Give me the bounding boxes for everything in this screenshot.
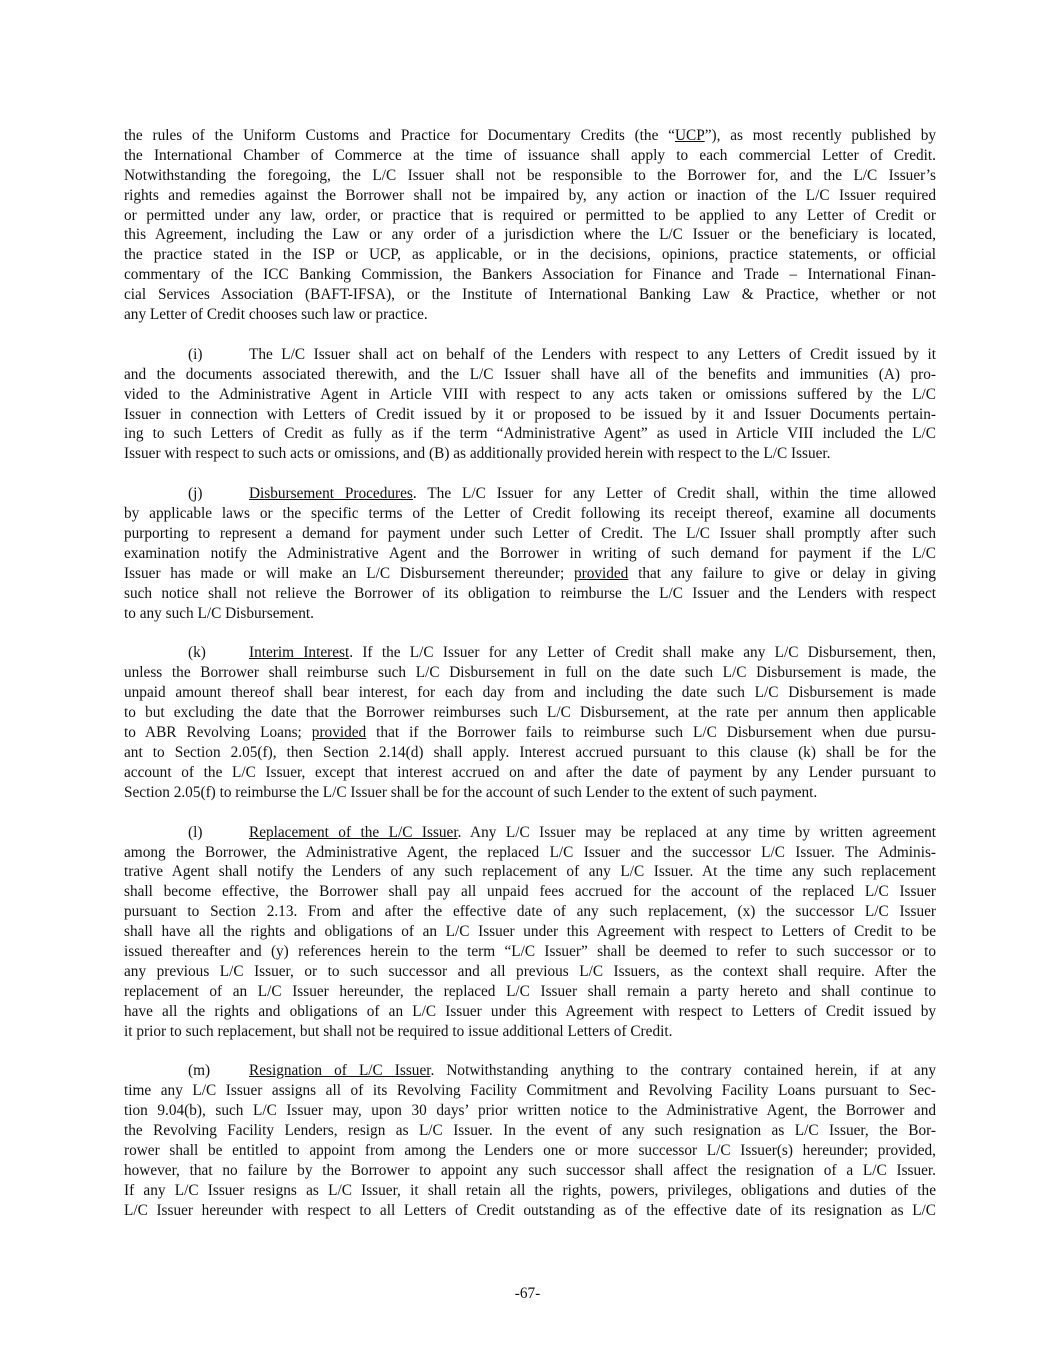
text-line: to but excluding the date that the Borrower reimburses such L/C Disbursement, at the rate per annum then applicable [124,704,936,722]
text-line: Section 2.05(f) to reimburse the L/C Issuer shall be for the account of such Lender to the extent of such payment. [124,783,818,801]
text-line: such notice shall not relieve the Borrower of its obligation to reimburse the L/C Issuer and the Lenders with respect [124,584,936,602]
text-line: rower shall be entitled to appoint from among the Lenders one or more successor L/C Issuer(s) hereunder; provided, [124,1141,936,1159]
text-line: replacement of an L/C Issuer hereunder, the replaced L/C Issuer shall remain a party hereto and shall continue to [124,982,936,1000]
text-line: any previous L/C Issuer, or to such successor and all previous L/C Issuers, as the context shall require. After the [124,962,936,980]
section-heading: Resignation of L/C Issuer [249,1062,431,1080]
text-line: If any L/C Issuer resigns as L/C Issuer, it shall retain all the rights, powers, privileges, obligations and duties of the [124,1181,936,1199]
provided-term: provided [573,564,629,582]
paragraph-l [124,823,936,1042]
text-line: however, that no failure by the Borrower to appoint any such successor shall affect the resignation of a L/C Issuer. [124,1161,936,1179]
text-line: among the Borrower, the Administrative Agent, the replaced L/C Issuer and the successor L/C Issuer. The Adminis- [124,843,936,861]
clause-label: (i) [188,345,203,363]
text-line: issued thereafter and (y) references herein to the term “L/C Issuer” shall be deemed to refer to such successor or to [124,942,936,960]
clause-label: (k) [188,644,206,662]
clause-label: (j) [188,485,203,503]
text-line: vided to the Administrative Agent in Article VIII with respect to any acts taken or omissions suffered by the L/C [124,385,936,403]
text-line: or permitted under any law, order, or practice that is required or permitted to be applied to any Letter of Credit or [124,206,936,224]
section-heading: Disbursement Procedures [249,485,413,503]
text-line: any Letter of Credit chooses such law or practice. [124,306,428,324]
text-line: by applicable laws or the specific terms of the Letter of Credit following its receipt thereof, examine all documents [124,505,936,523]
text-line: (i) The L/C Issuer shall act on behalf of the Lenders with respect to any Letters of Credit issued by it [188,345,936,363]
text-line: tion 9.04(b), such L/C Issuer may, upon 30 days’ prior written notice to the Administrative Agent, the Borrower and [124,1102,936,1120]
text-line: to ABR Revolving Loans; provided that if the Borrower fails to reimburse such L/C Disbursement when due pursu- [124,724,936,742]
text-line: time any L/C Issuer assigns all of its Revolving Facility Commitment and Revolving Facility Loans pursuant to Sec- [124,1082,936,1100]
provided-term: provided [311,724,367,742]
text-line: unpaid amount thereof shall bear interest, for each day from and including the date such L/C Disbursement is made [124,684,936,702]
text-line: and the documents associated therewith, and the L/C Issuer shall have all of the benefits and immunities (A) pro- [124,365,936,383]
text-line: the rules of the Uniform Customs and Practice for Documentary Credits (the “UCP”), as most recently published by [124,127,936,144]
text-line: ant to Section 2.05(f), then Section 2.14(d) shall apply. Interest accrued pursuant to this clause (k) shall be for the [124,743,936,761]
text-line: pursuant to Section 2.13. From and after the effective date of any such replacement, (x) the successor L/C Issuer [124,903,936,921]
text-line: (l) Replacement of the L/C Issuer. Any L/C Issuer may be replaced at any time by written agreement [188,823,936,841]
page-number: -67- [514,1285,541,1302]
text-line: Issuer has made or will make an L/C Disbursement thereunder; provided that any failure to give or delay in giving [124,564,937,582]
text-line: the International Chamber of Commerce at the time of issuance shall apply to each commercial Letter of Credit. [124,146,936,164]
paragraph-ucp [124,126,936,325]
text-line: Issuer with respect to such acts or omissions, and (B) as additionally provided herein with respect to the L/C Issuer. [124,445,831,463]
text-line: Issuer in connection with Letters of Credit issued by it or proposed to be issued by it and Issuer Documents pertain- [124,405,936,423]
document-page [124,126,936,1221]
clause-label: (m) [188,1062,211,1080]
section-heading: Interim Interest [249,644,350,662]
text-line: this Agreement, including the Law or any order of a jurisdiction where the L/C Issuer or the beneficiary is located, [124,226,936,244]
text-line: cial Services Association (BAFT-IFSA), or the Institute of International Banking Law & Practice, whether or not [124,286,936,304]
text-line: shall have all the rights and obligations of an L/C Issuer under this Agreement with respect to Letters of Credit to be [124,923,936,941]
paragraph-m [124,1061,936,1220]
clause-label: (l) [188,823,203,841]
text-line: have all the rights and obligations of an L/C Issuer under this Agreement with respect to Letters of Credit issued by [124,1002,936,1020]
text-line: the practice stated in the ISP or UCP, as applicable, or in the decisions, opinions, practice statements, or official [124,246,936,264]
text-line: (k) Interim Interest. If the L/C Issuer for any Letter of Credit shall make any L/C Disbursement, then, [188,644,936,662]
paragraph-k [124,643,936,802]
text-line: (m) Resignation of L/C Issuer. Notwithstanding anything to the contrary contained herein, if at any [188,1062,936,1080]
paragraph-j [124,484,936,623]
text-line: purporting to represent a demand for payment under such Letter of Credit. The L/C Issuer shall promptly after such [124,525,936,543]
paragraph-i [124,345,936,464]
section-heading: Replacement of the L/C Issuer [249,823,458,841]
text-line: shall become effective, the Borrower shall pay all unpaid fees accrued for the account of the replaced L/C Issuer [124,883,936,901]
text-line: the Revolving Facility Lenders, resign as L/C Issuer. In the event of any such resignation as L/C Issuer, the Bor- [124,1122,936,1140]
text-line: examination notify the Administrative Agent and the Borrower in writing of such demand for payment if the L/C [124,544,936,562]
text-line: L/C Issuer hereunder with respect to all Letters of Credit outstanding as of the effective date of its resignation as L/C [124,1201,936,1219]
text-line: to any such L/C Disbursement. [124,604,314,622]
text-line: account of the L/C Issuer, except that interest accrued on and after the date of payment by any Lender pursuant to [124,763,936,781]
text-line: trative Agent shall notify the Lenders of any such replacement of any L/C Issuer. At the time any such replacement [124,863,936,881]
text-line: ing to such Letters of Credit as fully as if the term “Administrative Agent” as used in Article VIII included the L/C [124,425,936,443]
text-line: it prior to such replacement, but shall not be required to issue additional Letters of Credit. [124,1022,673,1040]
text-line: commentary of the ICC Banking Commission, the Bankers Association for Finance and Trade – International Finan- [124,266,936,284]
text-line: (j) Disbursement Procedures. The L/C Issuer for any Letter of Credit shall, within the time allowed [188,485,936,503]
defined-term-ucp: UCP [674,127,705,144]
text-line: rights and remedies against the Borrower shall not be impaired by, any action or inaction of the L/C Issuer required [124,186,936,204]
text-line: unless the Borrower shall reimburse such L/C Disbursement in full on the date such L/C Disbursement is made, the [124,664,936,682]
text-line: Notwithstanding the foregoing, the L/C Issuer shall not be responsible to the Borrower for, and the L/C Issuer’s [124,166,936,184]
